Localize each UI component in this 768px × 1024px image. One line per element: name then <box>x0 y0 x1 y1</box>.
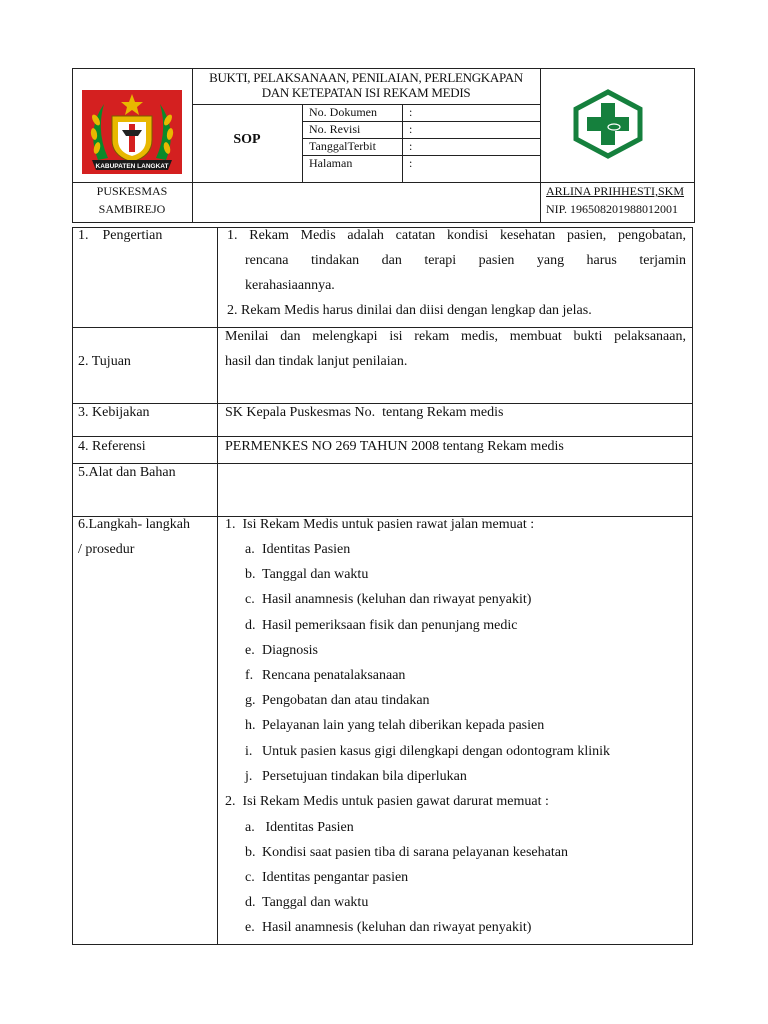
list-item: Identitas pengantar pasien <box>262 869 409 885</box>
logo-banner-text: KABUPATEN LANGKAT <box>95 163 169 170</box>
list-item-letter: f. <box>245 668 254 683</box>
list-item: Hasil anamnesis (keluhan dan riwayat penyakit) <box>262 920 532 936</box>
doc-fields-left-border <box>302 104 303 182</box>
list-item: Tanggal dan waktu <box>262 895 369 911</box>
section-label-langkah-line2: / prosedur <box>78 542 135 557</box>
doc-field-value-tanggal-terbit: : <box>409 139 413 153</box>
pengertian-line2: rencana tindakan dan terapi pasien yang harus terjamin <box>245 253 686 268</box>
list-item-letter: e. <box>245 920 255 936</box>
list-item-letter: c. <box>245 869 255 885</box>
list-item: Persetujuan tindakan bila diperlukan <box>262 768 467 784</box>
doc-field-label-nomor-dokumen: No. Dokumen <box>309 105 377 119</box>
section-label-referensi: 4. Referensi <box>78 439 146 454</box>
org-name-line1: PUSKESMAS <box>96 184 168 198</box>
referensi-text: PERMENKES NO 269 TAHUN 2008 tentang Rekam medis <box>225 439 564 454</box>
doc-fields-mid-border <box>402 104 403 182</box>
kebijakan-text: SK Kepala Puskesmas No. tentang Rekam medis <box>225 405 504 420</box>
list-item: Identitas Pasien <box>262 542 351 557</box>
section-label-langkah-line1: 6.Langkah- langkah <box>78 517 190 532</box>
pengertian-line1: 1. Rekam Medis adalah catatan kondisi kesehatan pasien, pengobatan, <box>227 228 686 243</box>
org-name-line2: SAMBIREJO <box>98 202 166 216</box>
header-bottom-row-divider <box>72 182 695 183</box>
section-label-kebijakan: 3. Kebijakan <box>78 405 150 420</box>
list-item-letter: h. <box>245 718 256 734</box>
list-item-letter: j. <box>245 768 253 784</box>
header-divider-right <box>540 68 541 223</box>
list-item-letter: g. <box>245 693 256 709</box>
sop-label: SOP <box>233 132 261 147</box>
list-item-letter: b. <box>245 844 256 860</box>
list-item: Diagnosis <box>262 642 318 658</box>
puskesmas-logo-cross-horizontal <box>587 117 629 131</box>
doc-field-value-halaman: : <box>409 156 413 170</box>
tujuan-line1: Menilai dan melengkapi isi rekam medis, membuat bukti pelaksanaan, <box>225 329 686 344</box>
list-item-letter: e. <box>245 642 255 658</box>
row-divider-4 <box>72 463 693 464</box>
list-item: Pelayanan lain yang telah diberikan kepada pasien <box>262 718 545 734</box>
puskesmas-logo <box>571 89 645 159</box>
section-label-tujuan: 2. Tujuan <box>78 354 131 369</box>
list-item: Hasil anamnesis (keluhan dan riwayat penyakit) <box>262 592 532 608</box>
signer-name: ARLINA PRIHHESTI,SKM <box>546 184 685 198</box>
section-label-pengertian: 1. Pengertian <box>78 228 163 243</box>
list-item-letter: a. <box>245 819 255 835</box>
list-item-letter: i. <box>245 743 253 759</box>
doc-field-label-halaman: Halaman <box>309 156 353 170</box>
list-item-letter: d. <box>245 617 256 633</box>
list-item: Kondisi saat pasien tiba di sarana pelayanan kesehatan <box>262 844 568 860</box>
doc-field-label-nomor-revisi: No. Revisi <box>309 122 361 136</box>
kabupaten-langkat-logo <box>82 90 182 174</box>
pengertian-line4: 2. Rekam Medis harus dinilai dan diisi dengan lengkap dan jelas. <box>227 303 592 318</box>
row-divider-2 <box>72 403 693 404</box>
row-divider-1 <box>72 327 693 328</box>
doc-field-label-tanggal-terbit: TanggalTerbit <box>309 139 376 153</box>
list-item: Hasil pemeriksaan fisik dan penunjang medic <box>262 617 518 633</box>
list-item-letter: d. <box>245 895 256 911</box>
langkah-group1-title: 1. Isi Rekam Medis untuk pasien rawat jalan memuat : <box>225 517 535 532</box>
list-item: Rencana penatalaksanaan <box>262 668 406 683</box>
signer-nip: NIP. 196508201988012001 <box>546 202 679 216</box>
section-label-alat-dan-bahan: 5.Alat dan Bahan <box>78 465 176 480</box>
document-title-line2: DAN KETEPATAN ISI REKAM MEDIS <box>261 85 471 100</box>
content-column-divider <box>217 227 218 945</box>
list-item-letter: c. <box>245 592 255 608</box>
doc-field-value-nomor-revisi: : <box>409 122 413 136</box>
langkah-group2-title: 2. Isi Rekam Medis untuk pasien gawat darurat memuat : <box>225 794 549 809</box>
list-item-letter: b. <box>245 567 256 583</box>
pengertian-line3: kerahasiaannya. <box>245 278 335 293</box>
tujuan-line2: hasil dan tindak lanjut penilaian. <box>225 354 408 369</box>
list-item: Tanggal dan waktu <box>262 567 369 583</box>
document-title-line1: BUKTI, PELAKSANAAN, PENILAIAN, PERLENGKAPAN <box>209 70 523 85</box>
doc-field-value-nomor-dokumen: : <box>409 105 413 119</box>
row-divider-3 <box>72 436 693 437</box>
list-item-letter: a. <box>245 542 255 557</box>
list-item: Identitas Pasien <box>262 819 354 835</box>
list-item: Untuk pasien kasus gigi dilengkapi dengan odontogram klinik <box>262 743 611 759</box>
list-item: Pengobatan dan atau tindakan <box>262 693 430 709</box>
